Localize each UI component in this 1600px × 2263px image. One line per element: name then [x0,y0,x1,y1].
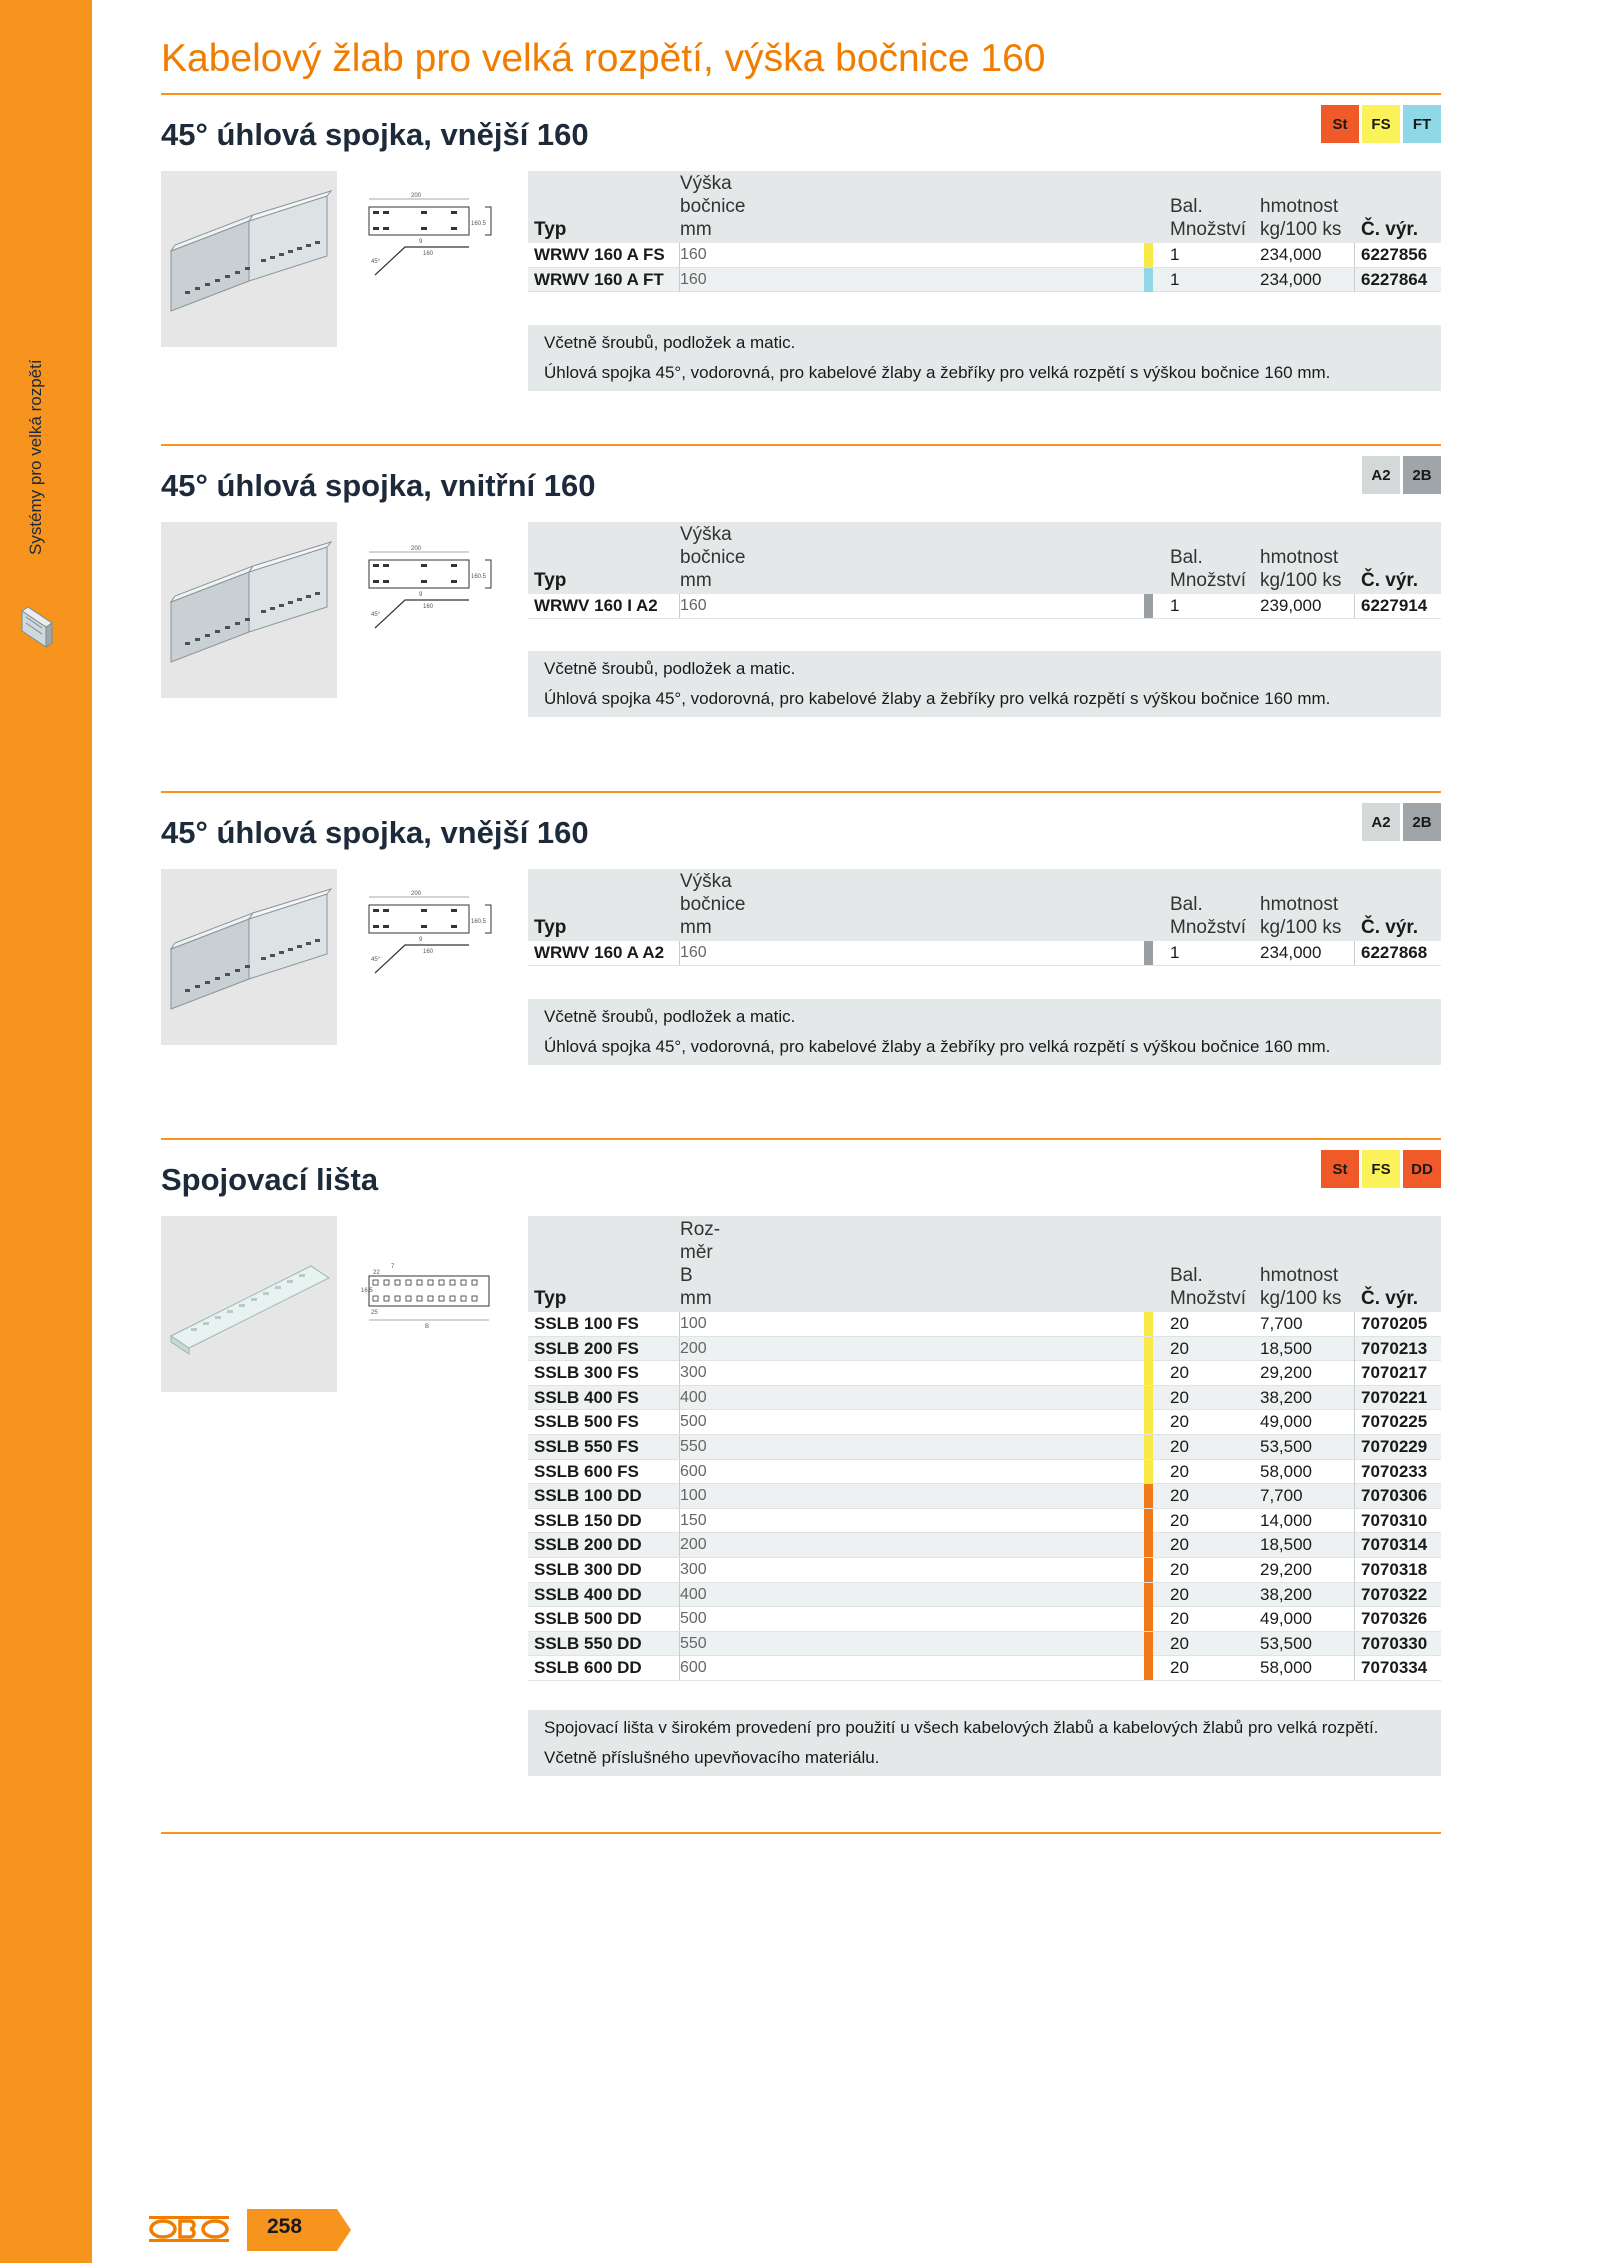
obo-logo [149,2214,229,2244]
cell-dimension: 100 [680,1315,707,1332]
cell-pack: 20 [1170,1609,1189,1629]
cell-typ: SSLB 150 DD [534,1510,642,1530]
cell-pack: 1 [1170,596,1180,615]
table-header [528,1216,1441,1312]
column-header-pack: Bal. Množství [1170,894,1247,938]
cell-dimension: 150 [680,1511,707,1529]
svg-text:160.5: 160.5 [471,919,487,925]
material-bar [1144,1337,1153,1361]
material-badge: FS [1362,105,1400,143]
table-row [528,1583,1441,1608]
material-badge: 2B [1403,803,1441,841]
cell-divider [1354,941,1355,965]
material-bar [1144,1607,1153,1631]
material-bar [1144,1410,1153,1434]
cell-pack: 20 [1170,1486,1189,1506]
cell-typ: SSLB 100 FS [534,1314,639,1333]
cell-article: 7070229 [1361,1436,1428,1456]
table-row [528,1337,1441,1362]
column-header-pack: Bal. Množství [1170,196,1247,240]
product-photo [161,869,337,1045]
cell-typ: SSLB 200 FS [534,1338,639,1358]
cell-article: 6227864 [1361,269,1428,289]
product-section [161,105,1441,444]
cell-dimension: 400 [680,1585,707,1603]
cell-pack: 20 [1170,1314,1189,1333]
divider [161,1832,1441,1834]
svg-text:160.5: 160.5 [471,221,487,227]
note-line: Včetně šroubů, podložek a matic. [544,333,796,352]
cell-dimension: 600 [680,1462,707,1480]
cell-dimension: 500 [680,1610,707,1628]
cell-pack: 20 [1170,1387,1189,1407]
section-title: 45° úhlová spojka, vnější 160 [161,117,589,152]
column-header-dimension: Výška bočnice mm [680,524,746,591]
cell-typ: SSLB 400 DD [534,1584,642,1604]
table-row [528,243,1441,268]
technical-drawing [361,538,501,643]
cell-article: 6227914 [1361,596,1428,615]
cell-divider [1354,1656,1355,1680]
cell-pack: 1 [1170,943,1180,962]
column-header-weight: hmotnost kg/100 ks [1260,894,1342,938]
cell-weight: 234,000 [1260,943,1322,962]
column-header-dimension: Výška bočnice mm [680,871,746,938]
material-bar [1144,1361,1153,1385]
cell-dimension: 600 [680,1659,707,1677]
material-bar [1144,1509,1153,1533]
cell-dimension: 160 [680,246,707,263]
divider [161,791,1441,793]
cell-divider [1354,1558,1355,1582]
svg-text:B: B [425,1324,430,1330]
cell-pack: 20 [1170,1559,1189,1579]
table-row [528,1607,1441,1632]
cell-weight: 7,700 [1260,1486,1303,1506]
cell-article: 7070205 [1361,1314,1428,1333]
side-tab [0,0,92,2263]
material-badge: FS [1362,1150,1400,1188]
cell-weight: 7,700 [1260,1314,1303,1333]
material-badge: A2 [1362,456,1400,494]
cell-dimension: 160 [680,597,707,614]
material-badge: DD [1403,1150,1441,1188]
cell-divider [1354,1312,1355,1336]
table-row [528,1484,1441,1509]
product-table [528,869,1441,966]
column-header-typ: Typ [534,917,567,938]
column-header-pack: Bal. Množství [1170,547,1247,591]
note-line: Úhlová spojka 45°, vodorovná, pro kabelové žlaby a žebříky pro velká rozpětí s výškou bočnice 160 mm. [544,1037,1331,1056]
svg-text:45°: 45° [371,957,381,963]
product-table [528,1216,1441,1681]
material-bar [1144,1656,1153,1680]
product-section [161,1150,1441,1832]
cell-divider [1354,1337,1355,1361]
cell-pack: 1 [1170,269,1180,289]
material-bar [1144,1632,1153,1656]
column-header-article: Č. výr. [1361,219,1419,240]
table-header [528,171,1441,243]
cell-typ: SSLB 600 DD [534,1658,642,1678]
material-badges [1362,803,1441,841]
cell-divider [1354,268,1355,292]
cell-weight: 18,500 [1260,1338,1312,1358]
svg-text:9: 9 [419,937,423,943]
cell-divider [1354,1435,1355,1459]
cell-weight: 49,000 [1260,1412,1312,1432]
cell-typ: SSLB 500 DD [534,1609,642,1629]
cell-pack: 20 [1170,1658,1189,1678]
table-row [528,1460,1441,1485]
cell-typ: SSLB 200 DD [534,1535,642,1555]
cell-divider [1354,1386,1355,1410]
material-badge: St [1321,105,1359,143]
cell-typ: WRWV 160 A A2 [534,943,665,962]
cell-article: 7070233 [1361,1461,1428,1481]
material-bar [1144,1435,1153,1459]
product-notes [528,999,1441,1065]
cell-weight: 14,000 [1260,1510,1312,1530]
cell-typ: SSLB 300 FS [534,1363,639,1383]
cell-typ: SSLB 500 FS [534,1412,639,1432]
table-header [528,869,1441,941]
cell-article: 7070225 [1361,1412,1428,1432]
section-title: 45° úhlová spojka, vnější 160 [161,815,589,850]
cell-dimension: 160 [680,270,707,288]
product-notes [528,1710,1441,1776]
column-header-typ: Typ [534,219,567,240]
table-row [528,1361,1441,1386]
material-badge: FT [1403,105,1441,143]
cell-typ: SSLB 300 DD [534,1559,642,1579]
product-photo [161,1216,337,1392]
svg-text:160.5: 160.5 [471,574,487,580]
column-header-dimension: Roz- měr B mm [680,1219,721,1309]
cell-pack: 1 [1170,245,1180,264]
table-row [528,1410,1441,1435]
cell-divider [1354,1509,1355,1533]
note-line: Včetně šroubů, podložek a matic. [544,659,796,678]
svg-text:16.5: 16.5 [361,1288,373,1294]
cell-pack: 20 [1170,1633,1189,1653]
cell-weight: 29,200 [1260,1559,1312,1579]
cell-weight: 53,500 [1260,1633,1312,1653]
material-bar [1144,1583,1153,1607]
cell-divider [1354,594,1355,618]
material-badges [1321,1150,1441,1188]
column-header-weight: hmotnost kg/100 ks [1260,1265,1342,1309]
technical-drawing [361,185,501,290]
divider [161,1138,1441,1140]
cell-article: 7070326 [1361,1609,1428,1629]
product-section [161,803,1441,1138]
sidebar-label: Systémy pro velká rozpětí [26,359,45,555]
svg-text:22: 22 [373,1270,380,1276]
svg-text:45°: 45° [371,259,381,265]
column-header-article: Č. výr. [1361,1288,1419,1309]
table-row [528,1386,1441,1411]
cell-typ: SSLB 400 FS [534,1387,639,1407]
svg-text:160: 160 [423,604,434,610]
material-bar [1144,268,1153,292]
material-badge: A2 [1362,803,1400,841]
cell-dimension: 160 [680,944,707,961]
column-header-dimension: Výška bočnice mm [680,173,746,240]
section-title: 45° úhlová spojka, vnitřní 160 [161,468,596,503]
svg-text:7: 7 [391,1264,395,1270]
cell-pack: 20 [1170,1535,1189,1555]
cell-typ: WRWV 160 I A2 [534,596,658,615]
cell-article: 7070314 [1361,1535,1428,1555]
svg-text:45°: 45° [371,612,381,618]
product-notes [528,651,1441,717]
technical-drawing [361,1236,501,1341]
cell-divider [1354,1583,1355,1607]
svg-text:200: 200 [411,546,422,552]
column-header-article: Č. výr. [1361,570,1419,591]
cell-divider [1354,1410,1355,1434]
material-badges [1321,105,1441,143]
cell-divider [1354,1484,1355,1508]
svg-text:160: 160 [423,251,434,257]
svg-text:200: 200 [411,891,422,897]
cell-dimension: 550 [680,1634,707,1652]
cell-typ: WRWV 160 A FS [534,245,665,264]
cell-dimension: 100 [680,1487,707,1505]
cell-typ: WRWV 160 A FT [534,269,664,289]
cell-pack: 20 [1170,1461,1189,1481]
cell-divider [1354,1533,1355,1557]
cell-divider [1354,1361,1355,1385]
note-line: Včetně příslušného upevňovacího materiálu. [544,1748,880,1767]
column-header-typ: Typ [534,570,567,591]
technical-drawing [361,883,501,988]
cell-article: 7070217 [1361,1363,1428,1383]
material-bar [1144,941,1153,965]
material-bar [1144,1460,1153,1484]
section-title: Spojovací lišta [161,1162,379,1197]
cell-pack: 20 [1170,1436,1189,1456]
svg-text:25: 25 [371,1310,378,1316]
cell-dimension: 200 [680,1339,707,1357]
note-line: Spojovací lišta v širokém provedení pro použití u všech kabelových žlabů a kabelových žlabů pro velká rozpětí. [544,1718,1379,1737]
material-bar [1144,243,1153,267]
cell-divider [1354,1460,1355,1484]
cell-dimension: 550 [680,1437,707,1455]
table-row [528,941,1441,966]
table-row [528,1558,1441,1583]
cell-article: 6227868 [1361,943,1428,962]
material-badges [1362,456,1441,494]
cell-dimension: 300 [680,1364,707,1382]
note-line: Úhlová spojka 45°, vodorovná, pro kabelové žlaby a žebříky pro velká rozpětí s výškou bočnice 160 mm. [544,689,1331,708]
cell-divider [1354,1632,1355,1656]
cell-typ: SSLB 600 FS [534,1461,639,1481]
table-row [528,1435,1441,1460]
material-badge: 2B [1403,456,1441,494]
material-bar [1144,594,1153,618]
svg-text:160: 160 [423,949,434,955]
cell-typ: SSLB 550 FS [534,1436,639,1456]
material-badge: St [1321,1150,1359,1188]
cell-article: 7070221 [1361,1387,1428,1407]
table-row [528,594,1441,619]
divider [161,444,1441,446]
svg-text:9: 9 [419,239,423,245]
material-bar [1144,1558,1153,1582]
cell-article: 7070306 [1361,1486,1428,1506]
cell-weight: 29,200 [1260,1363,1312,1383]
cell-typ: SSLB 550 DD [534,1633,642,1653]
cell-weight: 234,000 [1260,269,1322,289]
product-table [528,171,1441,292]
table-row [528,1656,1441,1681]
material-bar [1144,1533,1153,1557]
svg-text:200: 200 [411,193,422,199]
column-header-pack: Bal. Množství [1170,1265,1247,1309]
table-row [528,1533,1441,1558]
cell-weight: 58,000 [1260,1461,1312,1481]
cell-article: 6227856 [1361,245,1428,264]
note-line: Včetně šroubů, podložek a matic. [544,1007,796,1026]
cell-weight: 18,500 [1260,1535,1312,1555]
cell-typ: SSLB 100 DD [534,1486,642,1506]
cell-weight: 53,500 [1260,1436,1312,1456]
cell-article: 7070330 [1361,1633,1428,1653]
column-header-article: Č. výr. [1361,917,1419,938]
cable-tray-icon [18,605,54,653]
cell-weight: 58,000 [1260,1658,1312,1678]
divider [161,93,1441,95]
table-row [528,1509,1441,1534]
cell-weight: 49,000 [1260,1609,1312,1629]
page-number: 258 [267,2215,303,2238]
material-bar [1144,1484,1153,1508]
cell-weight: 38,200 [1260,1387,1312,1407]
column-header-weight: hmotnost kg/100 ks [1260,547,1342,591]
column-header-typ: Typ [534,1288,567,1309]
cell-weight: 239,000 [1260,596,1322,615]
material-bar [1144,1386,1153,1410]
column-header-weight: hmotnost kg/100 ks [1260,196,1342,240]
cell-article: 7070318 [1361,1559,1428,1579]
note-line: Úhlová spojka 45°, vodorovná, pro kabelové žlaby a žebříky pro velká rozpětí s výškou bočnice 160 mm. [544,363,1331,382]
cell-pack: 20 [1170,1584,1189,1604]
cell-article: 7070322 [1361,1584,1428,1604]
cell-weight: 234,000 [1260,245,1322,264]
cell-article: 7070334 [1361,1658,1428,1678]
product-photo [161,171,337,347]
page-title: Kabelový žlab pro velká rozpětí, výška bočnice 160 [161,37,1046,80]
table-row [528,1632,1441,1657]
product-section [161,456,1441,791]
table-header [528,522,1441,594]
cell-divider [1354,1607,1355,1631]
cell-pack: 20 [1170,1510,1189,1530]
product-notes [528,325,1441,391]
cell-dimension: 200 [680,1536,707,1554]
cell-dimension: 400 [680,1388,707,1406]
cell-article: 7070213 [1361,1338,1428,1358]
cell-pack: 20 [1170,1412,1189,1432]
product-photo [161,522,337,698]
material-bar [1144,1312,1153,1336]
svg-text:9: 9 [419,592,423,598]
table-row [528,1312,1441,1337]
cell-dimension: 300 [680,1560,707,1578]
cell-pack: 20 [1170,1338,1189,1358]
table-row [528,268,1441,293]
cell-dimension: 500 [680,1413,707,1431]
product-table [528,522,1441,619]
cell-pack: 20 [1170,1363,1189,1383]
cell-article: 7070310 [1361,1510,1428,1530]
cell-divider [1354,243,1355,267]
cell-weight: 38,200 [1260,1584,1312,1604]
